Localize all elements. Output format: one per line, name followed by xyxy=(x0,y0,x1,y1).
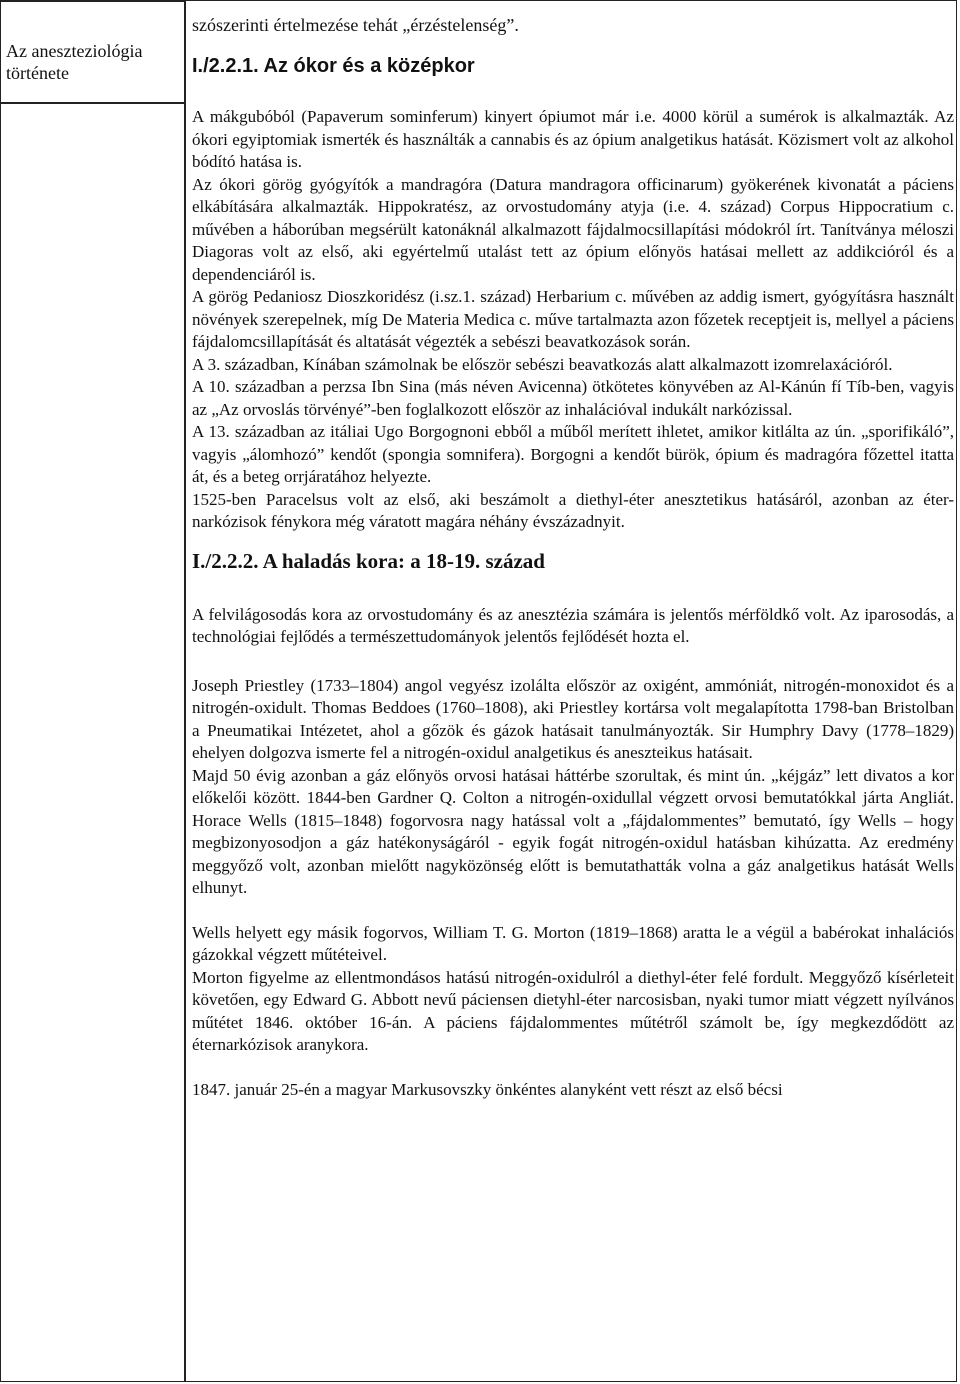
paragraph-markusovszky: 1847. január 25-én a magyar Markusovszky önkéntes alanyként vett részt az első bécsi xyxy=(192,1079,783,1099)
section-heading-modern: I./2.2.2. A haladás kora: a 18-19. század xyxy=(192,548,545,573)
spacer xyxy=(192,900,954,922)
paragraph-wells: Majd 50 évig azonban a gáz előnyös orvosi hatásai háttérbe szorultak, és mint ún. „kéjgáz” lett divatos a kor előkelői között. 1844-ben Gardner Q. Colton a nitrogén-oxidullal végzett orvosi bemutatókkal járta Angliát. Horace Wells (1815–1848) fogorvosra nagy hatással volt a „fájdalommentes” bemutató, így Wells – hogy megbizonyosodjon a gáz hatékonyságáról - egyik fogát nitrogén-oxidul hatásban kihúzatta. Az eredmény meggyőző volt, azonban mielőtt nagyközönség előtt is bemutathatták volna a gáz analgetikus hatását Wells elhunyt. xyxy=(192,765,954,897)
section-heading-antiquity: I./2.2.1. Az ókor és a középkor xyxy=(192,55,475,77)
spacer xyxy=(192,649,954,675)
chapter-title: Az aneszteziológia története xyxy=(6,41,143,83)
side-cell-bottom-border xyxy=(0,102,184,104)
paragraph-ether: Morton figyelme az ellentmondásos hatású nitrogén-oxidulról a diethyl-éter felé fordult. Meggyőző kísérleteit követően, egy Edward G. Abbott nevű páciensen dietyhl-éter narcosisban, nyaki tumor miatt végzett nyílvános műtétet 1846. október 16-án. A páciens fájdalommentes műtétről számolt be, így megkezdődött az éternarkózisok aranykora. xyxy=(192,967,954,1054)
side-cell-top-border xyxy=(0,0,184,2)
paragraph-dioscorides: A görög Pedaniosz Dioszkoridész (i.sz.1. század) Herbarium c. művében az addig ismert, gyógyításra használt növények szerepelnek, míg De Materia Medica c. műve tartalmazta azon főzetek receptjeit is, mellyel a páciens fájdalomcsillapítását és altatását végezték a sebészi beavatkozások során. xyxy=(192,287,954,351)
paragraph-greek-healers: Az ókori görög gyógyítók a mandragóra (Datura mandragora officinarum) gyökerének kivonatát a páciens elkábítására alkalmazták. Hippokratész, az orvostudomány atyja (i.e. 4. század) Corpus Hippocratium c. művében a háborúban megsérült katonáknál alkalmazott fájdalmocsillapítási módokról írt. Tanítványa méloszi Diagoras volt az első, aki egyértelmű utalást tett az ópium előnyös hatásai mellett az addikcióról és a dependenciáról is. xyxy=(192,174,954,284)
paragraph-china: A 3. században, Kínában számolnak be először sebészi beavatkozás alatt alkalmazott izomrelaxációról. xyxy=(192,354,893,374)
paragraph-paracelsus: 1525-ben Paracelsus volt az első, aki beszámolt a diethyl-éter anesztetikus hatásáról, azonban az éter-narkózisok fénykora még váratott magára néhány évszázadnyit. xyxy=(192,489,954,531)
paragraph-opium: A mákgubóból (Papaverum sominferum) kinyert ópiumot már i.e. 4000 körül a sumérok is alkalmazták. Az ókori egyiptomiak ismerték és használták a cannabis és az ópium analgetikus hatását. Közismert volt az alkohol bódító hatása is. xyxy=(192,107,954,171)
spacer xyxy=(192,1057,954,1079)
column-divider xyxy=(184,0,186,1382)
paragraph-enlightenment: A felvilágosodás kora az orvostudomány és az anesztézia számára is jelentős mérföldkő volt. Az iparosodás, a technológiai fejlődés a természettudományok jelentős fejlődését hozta el. xyxy=(192,604,954,646)
main-content xyxy=(192,14,954,1101)
paragraph-morton: Wells helyett egy másik fogorvos, William T. G. Morton (1819–1868) aratta le a végül a babérokat inhalációs gázokkal végzett műtéteivel. xyxy=(192,922,954,964)
paragraph-priestley: Joseph Priestley (1733–1804) angol vegyész izolálta először az oxigént, ammóniát, nitrogén-monoxidot és a nitrogén-oxidult. Thomas Beddoes (1760–1808), aki Priestley kortársa volt megalapította 1798-ban Bristolban a Pneumatikai Intézetet, ahol a gőzök és gázok hatásait tanulmányozták. Sir Humphry Davy (1778–1829) ehelyen dolgozva ismerte fel a nitrogén-oxidul analgetikus és aneszteikus hatásait. xyxy=(192,675,954,762)
paragraph-borgognoni: A 13. században az itáliai Ugo Borgognoni ebből a műből merített ihletet, amikor kitlálta az ún. „sporifikáló”, vagyis „álomhozó” kendőt (spongia somnifera). Borgogni a kendőt bürök, ópium és madragóra főzettel itatta át, és a beteg orrjáratához helyezte. xyxy=(192,422,954,486)
intro-text: szószerinti értelmezése tehát „érzéstelenség”. xyxy=(192,15,519,35)
paragraph-avicenna: A 10. században a perzsa Ibn Sina (más néven Avicenna) ötkötetes könyvében az Al-Kánún fí Tíb-ben, vagyis az „Az orvoslás törvényé”-ben foglalkozott először az inhalációval indukált narkózissal. xyxy=(192,377,954,419)
